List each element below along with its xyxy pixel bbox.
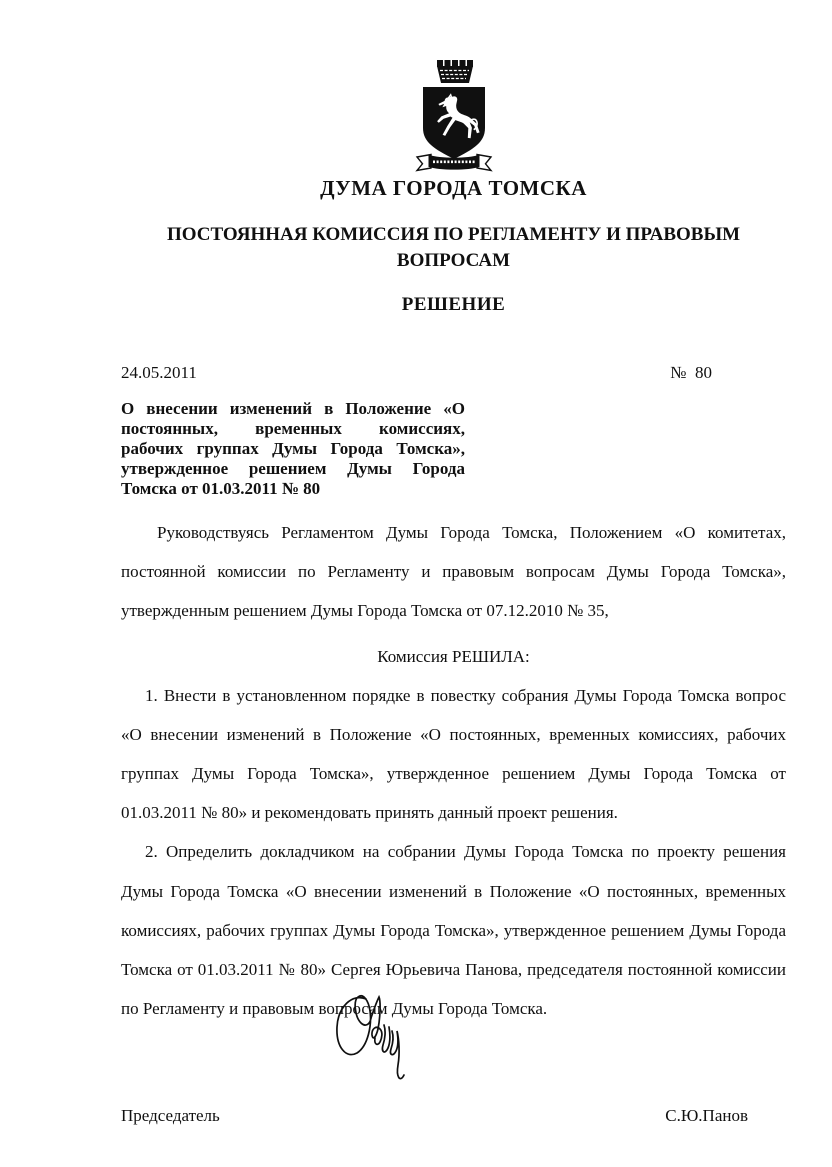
doc-subject: О внесении изменений в Положение «О постоянных, временных комиссиях, рабочих группах Думы Города Томска», утвержденное решением Думы Города Томска от 01.03.2011 № 80 — [121, 399, 465, 498]
signer-name: С.Ю.Панов — [665, 1105, 748, 1125]
commission-title: ПОСТОЯННАЯ КОМИССИЯ ПО РЕГЛАМЕНТУ И ПРАВОВЫМ ВОПРОСАМ — [166, 224, 741, 271]
tomsk-coat-of-arms-icon — [414, 60, 494, 174]
resolution-item-2: 2. Определить докладчиком на собрании Думы Города Томска по проекту решения Думы Города Томска «О внесении изменений в Положение «О постоянных, временных комиссиях, рабочих группах Думы Города Томска», утвержденное решением Думы Города Томска от 01.03.2011 № 80» Сергея Юрьевича Панова, председателя постоянной комиссии по Регламенту и правовым вопросам Думы Города Томска. — [121, 842, 786, 1018]
org-title: ДУМА ГОРОДА ТОМСКА — [320, 176, 587, 200]
resolution-item-1: 1. Внести в установленном порядке в повестку собрания Думы Города Томска вопрос «О внесении изменений в Положение «О постоянных, временных комиссиях, рабочих группах Думы Города Томска», утвержденное решением Думы Города Томска от 01.03.2011 № 80» и рекомендовать принять данный проект решения. — [121, 686, 786, 823]
signature-row — [121, 1106, 786, 1126]
doc-date: 24.05.2011 — [121, 363, 197, 383]
preamble-paragraph: Руководствуясь Регламентом Думы Города Томска, Положением «О комитетах, постоянной комиссии по Регламенту и правовым вопросам Думы Города Томска», утвержденным решением Думы Города Томска от 07.12.2010 № 35, — [121, 522, 786, 620]
signer-position: Председатель — [121, 1105, 220, 1125]
handwritten-signature — [330, 985, 445, 1090]
meta-row — [121, 363, 786, 383]
mural-crown-icon — [437, 60, 473, 83]
doc-number: № 80 — [670, 363, 712, 383]
doc-type-heading: РЕШЕНИЕ — [401, 294, 506, 316]
resolution-heading: Комиссия РЕШИЛА: — [377, 646, 530, 666]
shield-icon — [423, 87, 485, 159]
document-content — [121, 60, 786, 1126]
